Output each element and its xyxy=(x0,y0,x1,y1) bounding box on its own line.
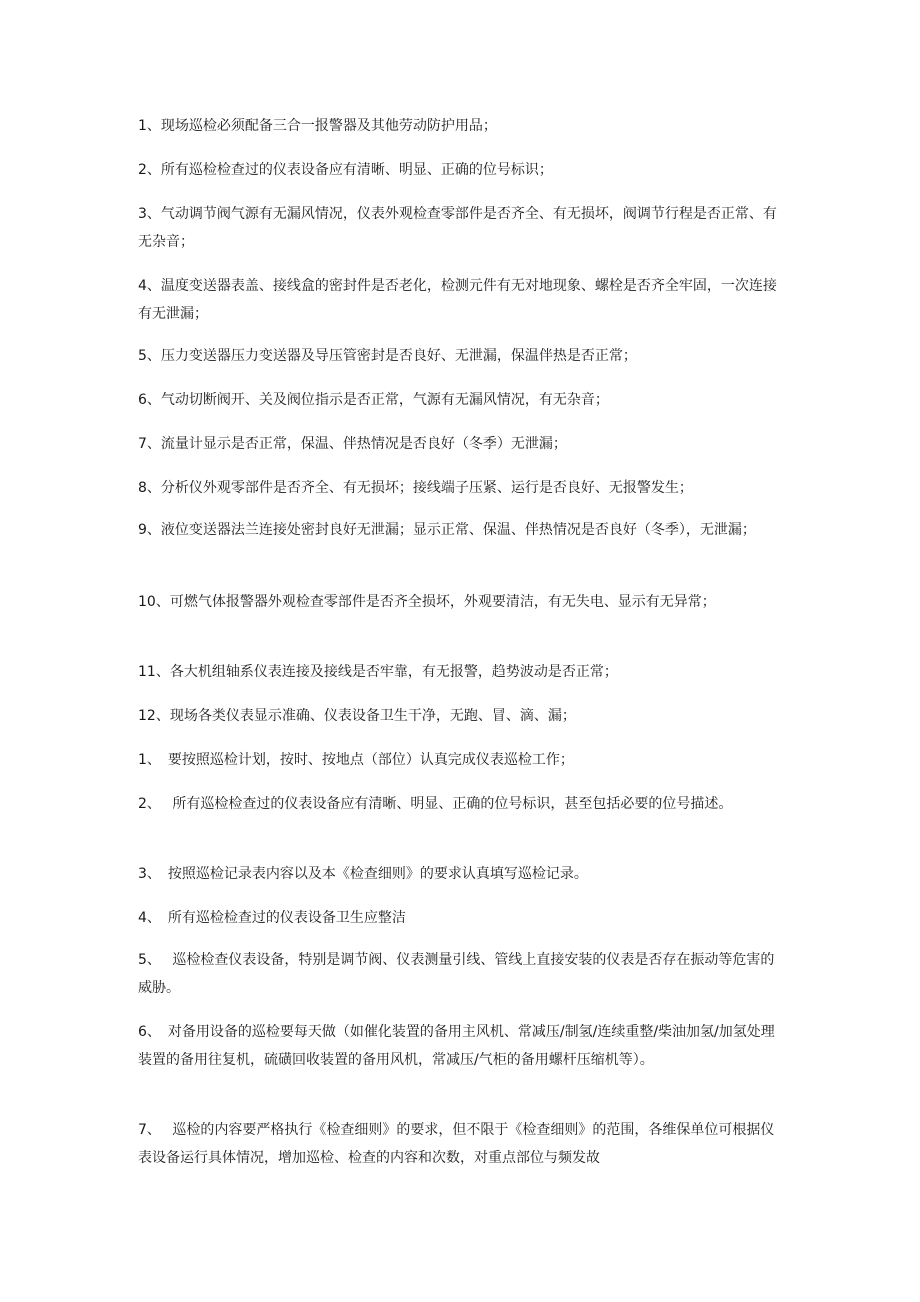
paragraph: 3、气动调节阀气源有无漏风情况，仪表外观检查零部件是否齐全、有无损坏，阀调节行程是否正常、有无杂音； xyxy=(138,206,777,250)
paragraph: 6、 对备用设备的巡检要每天做（如催化装置的备用主风机、常减压/制氢/连续重整/柴油加氢/加氢处理装置的备用往复机，硫磺回收装置的备用风机，常减压/气柜的备用螺杆压缩机等）。 xyxy=(138,1024,775,1068)
paragraph: 6、气动切断阀开、关及阀位指示是否正常，气源有无漏风情况，有无杂音； xyxy=(138,392,609,408)
paragraph: 11、各大机组轴系仪表连接及接线是否牢靠，有无报警，趋势波动是否正常； xyxy=(138,664,618,680)
paragraph: 2、所有巡检检查过的仪表设备应有清晰、明显、正确的位号标识； xyxy=(138,162,553,178)
paragraph: 9、液位变送器法兰连接处密封良好无泄漏；显示正常、保温、伴热情况是否良好（冬季），无泄漏； xyxy=(138,522,756,538)
paragraph: 10、可燃气体报警器外观检查零部件是否齐全损坏，外观要清洁，有无失电、显示有无异常； xyxy=(138,594,716,610)
paragraph: 5、 巡检检查仪表设备，特别是调节阀、仪表测量引线、管线上直接安装的仪表是否存在振动等危害的威胁。 xyxy=(138,952,775,996)
paragraph: 12、现场各类仪表显示准确、仪表设备卫生干净，无跑、冒、滴、漏； xyxy=(138,708,576,724)
paragraph: 7、 巡检的内容要严格执行《检查细则》的要求，但不限于《检查细则》的范围，各维保单位可根据仪表设备运行具体情况，增加巡检、检查的内容和次数，对重点部位与频发故 xyxy=(138,1122,775,1166)
paragraph: 5、压力变送器压力变送器及导压管密封是否良好、无泄漏，保温伴热是否正常； xyxy=(138,348,637,364)
paragraph: 1、 要按照巡检计划，按时、按地点（部位）认真完成仪表巡检工作； xyxy=(138,752,574,768)
paragraph: 7、流量计显示是否正常，保温、伴热情况是否良好（冬季）无泄漏； xyxy=(138,436,567,452)
paragraph: 4、 所有巡检检查过的仪表设备卫生应整洁 xyxy=(138,910,406,926)
paragraph: 2、 所有巡检检查过的仪表设备应有清晰、明显、正确的位号标识，甚至包括必要的位号描述。 xyxy=(138,796,733,812)
paragraph: 4、温度变送器表盖、接线盒的密封件是否老化，检测元件有无对地现象、螺栓是否齐全牢固，一次连接有无泄漏； xyxy=(138,278,777,322)
paragraph: 3、 按照巡检记录表内容以及本《检查细则》的要求认真填写巡检记录。 xyxy=(138,866,588,882)
paragraph: 1、现场巡检必须配备三合一报警器及其他劳动防护用品； xyxy=(138,118,497,134)
paragraph: 8、分析仪外观零部件是否齐全、有无损坏；接线端子压紧、运行是否良好、无报警发生； xyxy=(138,480,693,496)
